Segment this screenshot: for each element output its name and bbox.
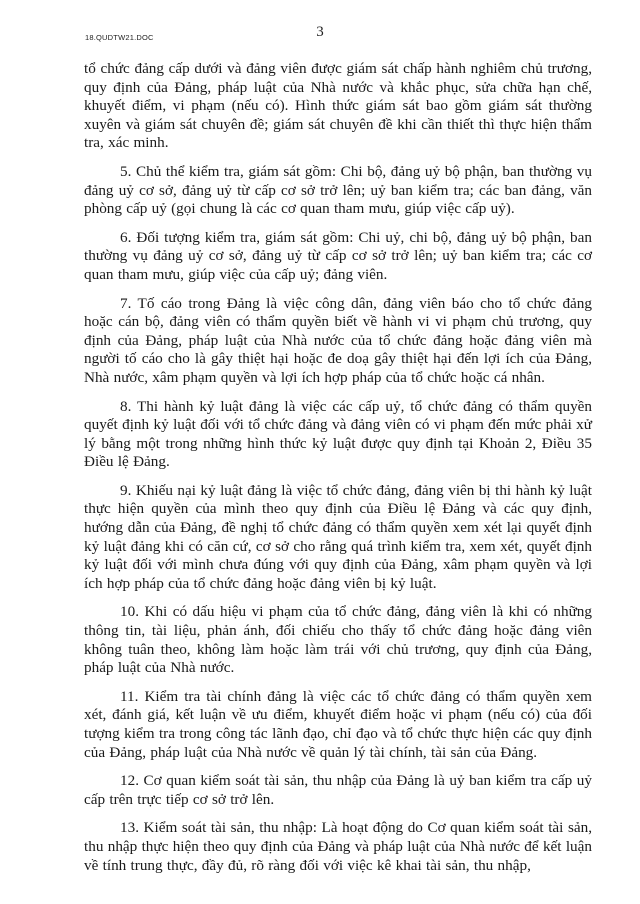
paragraph-12: 12. Cơ quan kiểm soát tài sản, thu nhập của Đảng là uỷ ban kiểm tra cấp uỷ cấp trên trực tiếp cơ sở trở lên. [84,772,592,808]
paragraph-continuation: tổ chức đảng cấp dưới và đảng viên được giám sát chấp hành nghiêm chủ trương, quy định của Đảng, pháp luật của Nhà nước và khắc phục, sửa chữa hạn chế, khuyết điểm, vi phạm (nếu có). Hình thức giám sát bao gồm giám sát thường xuyên và giám sát chuyên đề; giám sát chuyên đề khi cần thiết thì thực hiện thẩm tra, xác minh. [84,60,592,152]
paragraph-10: 10. Khi có dấu hiệu vi phạm của tổ chức đảng, đảng viên là khi có những thông tin, tài liệu, phản ánh, đối chiếu cho thấy tổ chức đảng hoặc đảng viên không tuân theo, không làm hoặc làm trái với chủ trương, quy định của Đảng, pháp luật của Nhà nước. [84,603,592,677]
paragraph-5: 5. Chủ thể kiểm tra, giám sát gồm: Chi bộ, đảng uỷ bộ phận, ban thường vụ đảng uỷ cơ sở, đảng uỷ từ cấp cơ sở trở lên; uỷ ban kiểm tra; các ban đảng, văn phòng cấp uỷ (gọi chung là các cơ quan tham mưu, giúp việc cấp uỷ). [84,162,592,218]
page-number: 3 [316,24,324,40]
paragraph-13: 13. Kiểm soát tài sản, thu nhập: Là hoạt động do Cơ quan kiểm soát tài sản, thu nhập thực hiện theo quy định của Đảng và pháp luật của Nhà nước để kết luận về tính trung thực, đầy đủ, rõ ràng đối với việc kê khai tài sản, thu nhập, [84,819,592,874]
document-body [84,60,592,885]
paragraph-8: 8. Thi hành kỷ luật đảng là việc các cấp uỷ, tổ chức đảng có thẩm quyền quyết định kỷ luật đối với tổ chức đảng và đảng viên có vi phạm đến mức phải xử lý bằng một trong những hình thức kỷ luật được quy định tại Khoản 2, Điều 35 Điều lệ Đảng. [84,397,592,471]
paragraph-7: 7. Tố cáo trong Đảng là việc công dân, đảng viên báo cho tổ chức đảng hoặc cán bộ, đảng viên có thẩm quyền biết về hành vi vi phạm chủ trương, quy định của Đảng, pháp luật của Nhà nước của tổ chức đảng hoặc đảng viên mà người tố cáo cho là gây thiệt hại hoặc đe doạ gây thiệt hại đến lợi ích của Đảng, Nhà nước, xâm phạm quyền và lợi ích hợp pháp của tổ chức hoặc cá nhân. [84,294,592,386]
paragraph-11: 11. Kiểm tra tài chính đảng là việc các tổ chức đảng có thẩm quyền xem xét, đánh giá, kết luận về ưu điểm, khuyết điểm hoặc vi phạm (nếu có) của đối tượng kiểm tra trong công tác lãnh đạo, chỉ đạo và tổ chức thực hiện các quy định của Đảng, pháp luật của Nhà nước về quản lý tài chính, tài sản của Đảng. [84,687,592,761]
paragraph-6: 6. Đối tượng kiểm tra, giám sát gồm: Chi uỷ, chi bộ, đảng uỷ bộ phận, ban thường vụ đảng uỷ cơ sở, đảng uỷ từ cấp cơ sở trở lên; uỷ ban kiểm tra; các cơ quan tham mưu, giúp việc của cấp uỷ; đảng viên. [84,228,592,283]
document-file-code: 18.QUDTW21.DOC [85,33,154,42]
paragraph-9: 9. Khiếu nại kỷ luật đảng là việc tổ chức đảng, đảng viên bị thi hành kỷ luật thực hiện quyền của mình theo quy định của Điều lệ Đảng và các quy định, hướng dẫn của Đảng, đề nghị tổ chức đảng có thẩm quyền xem xét lại quyết định kỷ luật đảng khi có căn cứ, cơ sở cho rằng quá trình kiểm tra, xem xét, quyết định kỷ luật đối với mình chưa đúng với quy định của Đảng, xâm phạm quyền và lợi ích hợp pháp của tổ chức đảng hoặc đảng viên bị kỷ luật. [84,481,592,592]
